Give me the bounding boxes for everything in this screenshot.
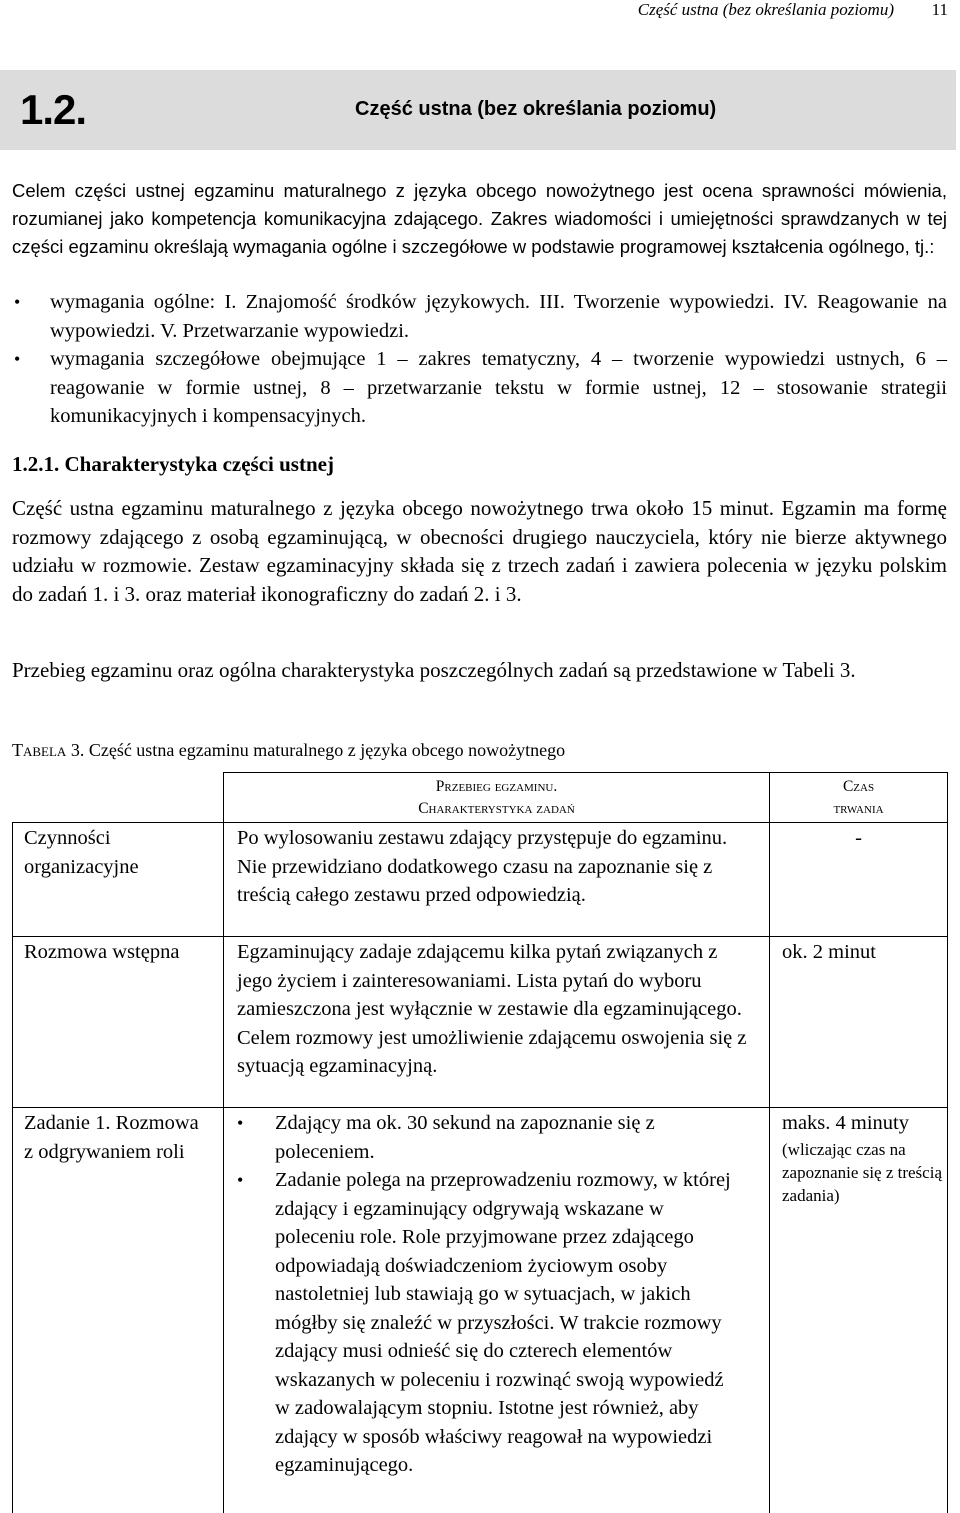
bullet-icon: • [237, 1113, 244, 1133]
list-item: • wymagania szczegółowe obejmujące 1 – zakres tematyczny, 4 – tworzenie wypowiedzi ustnych, 6 – reagowanie w formie ustnej, 8 – przetwarzanie tekstu w formie ustnej, 12 – stosowanie strategii komunikacyjnych i kompensacyjnych. [12, 345, 947, 431]
section-title: Część ustna (bez określania poziomu) [355, 98, 717, 120]
table-border [12, 822, 224, 823]
intro-paragraph: Celem części ustnej egzaminu maturalnego z języka obcego nowożytnego jest ocena sprawności mówienia, rozumianej jako kompetencja komunikacyjna zdającego. Zakres wiadomości i umiejętności sprawdzanych w tej części egzaminu określają wymagania ogólne i szczegółowe w podstawie programowej kształcenia ogólnego, tj.: [12, 180, 947, 257]
task-1-time: maks. 4 minuty [782, 1112, 909, 1134]
running-header [0, 0, 960, 28]
bullet-icon: • [237, 1170, 244, 1190]
body-paragraph-2: Przebieg egzaminu oraz ogólna charakterystyka poszczególnych zadań są przedstawione w Tabeli 3. [12, 658, 856, 682]
bullet-icon: • [14, 292, 21, 312]
task-1-bullets [237, 1109, 737, 1480]
task-1-time-note: (wliczając czas na zapoznanie się z treścią zadania) [782, 1139, 942, 1205]
table-row-1-description: Po wylosowaniu zestawu zdający przystępuje do egzaminu. Nie przewidziano dodatkowego czasu na zapoznanie się z treścią całego zestawu przed odpowiedzią. [237, 827, 728, 906]
table-caption [12, 740, 565, 761]
table-border [223, 772, 224, 1513]
table-row-2-stage: Rozmowa wstępna [24, 941, 180, 963]
table-border [769, 772, 770, 1513]
table-border [223, 822, 948, 823]
table-border [223, 772, 948, 773]
table-row-1-stage: Czynności organizacyjne [24, 827, 139, 878]
table-row-2-description: Egzaminujący zadaje zdającemu kilka pytań związanych z jego życiem i zainteresowaniami. Lista pytań do wyboru zamieszczona jest wyłącznie w zestawie dla egzaminującego. Celem rozmowy jest umożliwienie zdającemu oswojenia się z sytuacją egzaminacyjną. [237, 941, 747, 1077]
bullet-icon: • [14, 349, 21, 369]
table-border [12, 1107, 948, 1108]
table-caption-text: Część ustna egzaminu maturalnego z języka obcego nowożytnego [88, 740, 566, 760]
table-row-3-time [782, 1109, 944, 1207]
table-row-3-stage: Zadanie 1. Rozmowa z odgrywaniem roli [24, 1112, 199, 1163]
section-number: 1.2. [20, 86, 87, 133]
list-item: • Zdający ma ok. 30 sekund na zapoznanie się z poleceniem. [237, 1109, 737, 1166]
table-row-3-description [237, 1109, 737, 1480]
table-header-description: Przebieg egzaminu. Charakterystyka zadań [418, 778, 575, 817]
table-row-1-time: - [855, 827, 862, 849]
table-row-2-time: ok. 2 minut [782, 941, 876, 963]
running-header-title: Część ustna (bez określania poziomu) [637, 0, 894, 19]
table-border [12, 822, 13, 1513]
list-item: • Zadanie polega na przeprowadzeniu rozmowy, w której zdający i egzaminujący odgrywają wskazane w poleceniu role. Role przyjmowane przez zdającego odpowiadają doświadczeniom życiowym osoby nastoletniej lub stawiają go w sytuacjach, w jakich mógłby się znaleźć w przyszłości. W trakcie rozmowy zdający musi odnieść się do czterech elementów wskazanych w poleceniu i rozwinąć swoją wypowiedź w zadowalającym stopniu. Istotne jest również, aby zdający w sposób właściwy reagował na wypowiedzi egzaminującego. [237, 1166, 737, 1480]
page-number: 11 [931, 0, 948, 19]
list-item: • wymagania ogólne: I. Znajomość środków językowych. III. Tworzenie wypowiedzi. IV. Reagowanie na wypowiedzi. V. Przetwarzanie wypowiedzi. [12, 288, 947, 345]
subsection-heading: 1.2.1. Charakterystyka części ustnej [12, 452, 334, 476]
body-paragraph-1: Część ustna egzaminu maturalnego z języka obcego nowożytnego trwa około 15 minut. Egzamin ma formę rozmowy zdającego z osobą egzaminującą, w obecności drugiego nauczyciela, który nie bierze aktywnego udziału w rozmowie. Zestaw egzaminacyjny składa się z trzech zadań i zawiera polecenia w języku polskim do zadań 1. i 3. oraz materiał ikonograficzny do zadań 2. i 3. [12, 496, 947, 606]
section-heading-band [0, 70, 956, 150]
requirements-list [12, 288, 947, 431]
table-caption-label: Tabela 3. [12, 740, 85, 760]
table-border [12, 936, 948, 937]
table-header-time: Czas trwania [833, 778, 884, 817]
exam-table [12, 772, 948, 1513]
table-border [947, 772, 948, 1513]
